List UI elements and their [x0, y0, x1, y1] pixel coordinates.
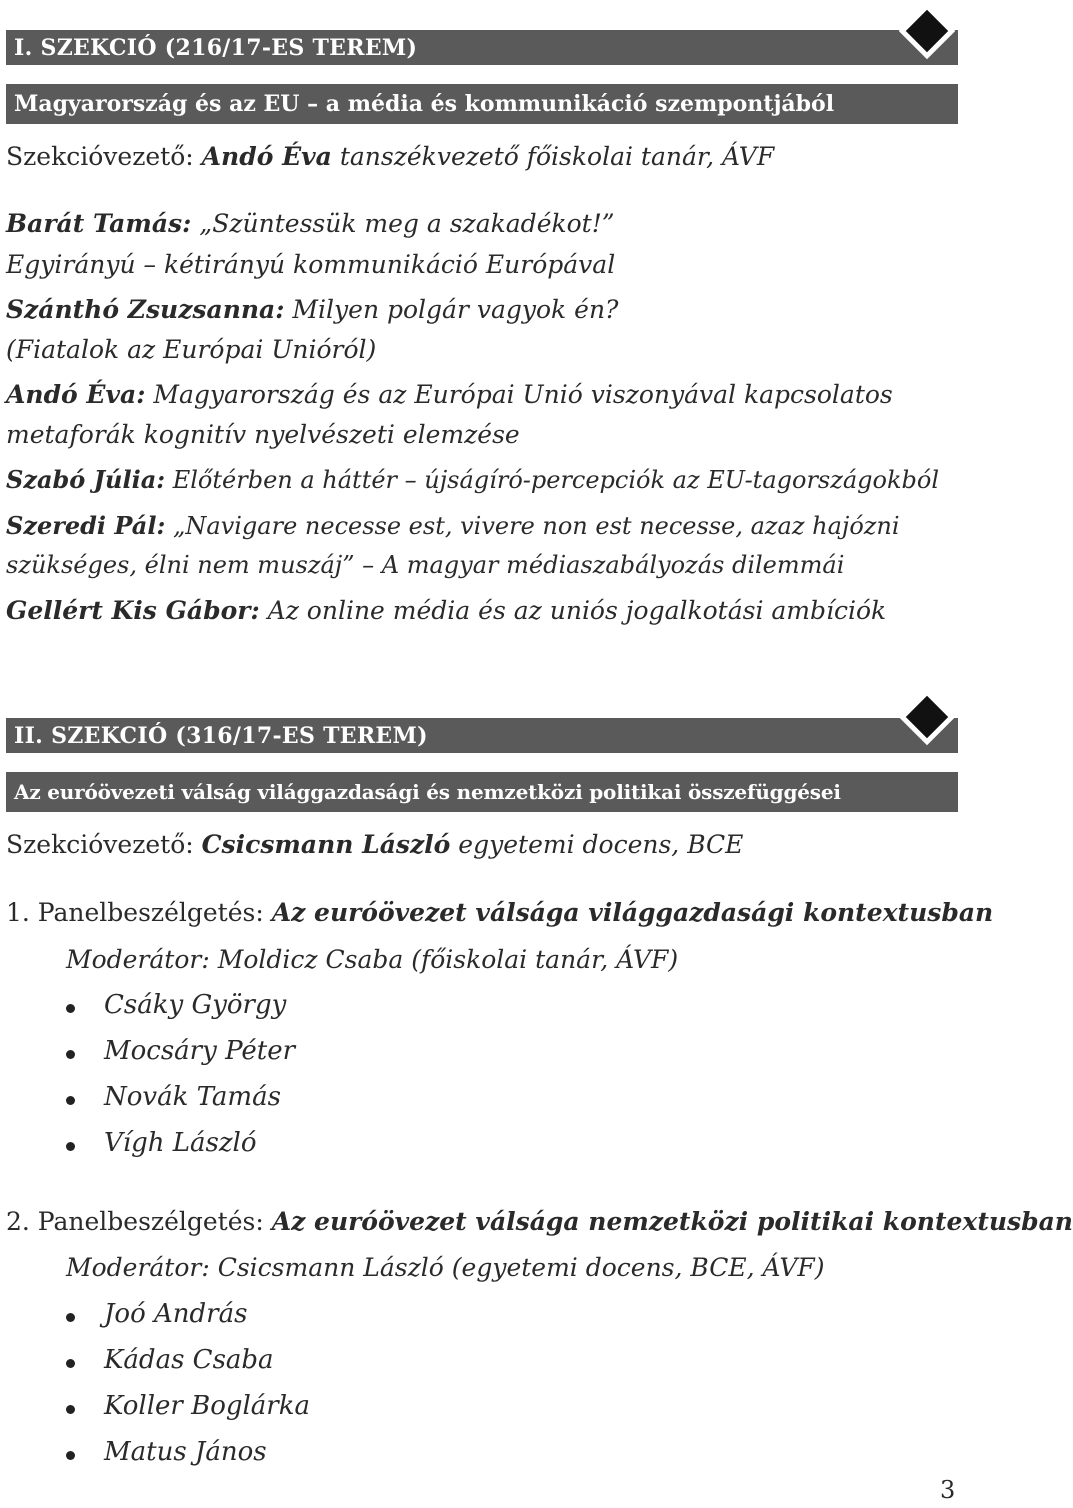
- talk-1: [6, 209, 615, 238]
- talk-2: [6, 295, 618, 324]
- leader-name: Andó Éva: [201, 142, 332, 171]
- talk-4: [6, 465, 939, 494]
- panel-label: 2. Panelbeszélgetés:: [6, 1207, 272, 1236]
- talk-title: „Navigare necesse est, vivere non est necesse, azaz hajózni: [165, 512, 900, 540]
- section1-title: Magyarország és az EU – a média és kommunikáció szempontjából: [6, 84, 958, 124]
- talk-title: Előtérben a háttér – újságíró-percepciók az EU-tagországokból: [165, 466, 940, 494]
- talk-speaker: Andó Éva:: [6, 380, 146, 409]
- talk-title: Magyarország és az Európai Unió viszonyával kapcsolatos: [145, 380, 893, 409]
- panel-member: Vígh László: [104, 1128, 257, 1158]
- talk-title: „Szüntessük meg a szakadékot!”: [191, 209, 615, 238]
- panel-member: Mocsáry Péter: [104, 1036, 296, 1066]
- talk-speaker: Szánthó Zsuzsanna:: [6, 295, 285, 324]
- bullet-icon: [66, 1451, 75, 1460]
- talk-5: [6, 511, 900, 540]
- section2-leader: [6, 830, 743, 859]
- bullet-icon: [66, 1050, 75, 1059]
- panel-1-moderator: Moderátor: Moldicz Csaba (főiskolai tanár, ÁVF): [66, 945, 679, 974]
- panel-member: Novák Tamás: [104, 1082, 281, 1112]
- talk-speaker: Szabó Júlia:: [6, 465, 166, 494]
- talk-2-line2: (Fiatalok az Európai Unióról): [6, 335, 377, 364]
- talk-1-line2: Egyirányú – kétirányú kommunikáció Európával: [6, 250, 616, 279]
- panel-member: Joó András: [104, 1299, 248, 1329]
- panel-title: Az euróövezet válsága nemzetközi politikai kontextusban: [271, 1207, 1073, 1236]
- leader-label: Szekcióvezető:: [6, 142, 202, 171]
- leader-role: tanszékvezető főiskolai tanár, ÁVF: [331, 142, 775, 171]
- talk-speaker: Gellért Kis Gábor:: [6, 596, 260, 625]
- talk-3-line2: metaforák kognitív nyelvészeti elemzése: [6, 420, 520, 449]
- panel-member: Csáky György: [104, 990, 287, 1020]
- talk-3: [6, 380, 893, 409]
- talk-5-line2: szükséges, élni nem muszáj” – A magyar médiaszabályozás dilemmái: [6, 551, 845, 579]
- bullet-icon: [66, 1359, 75, 1368]
- panel-member: Koller Boglárka: [104, 1391, 310, 1421]
- bullet-icon: [66, 1004, 75, 1013]
- panel-member: Matus János: [104, 1437, 267, 1467]
- panel-label: 1. Panelbeszélgetés:: [6, 898, 272, 927]
- talk-title: Az online média és az uniós jogalkotási ambíciók: [259, 596, 887, 625]
- bullet-icon: [66, 1096, 75, 1105]
- panel-title: Az euróövezet válsága világgazdasági kontextusban: [271, 898, 994, 927]
- leader-label: Szekcióvezető:: [6, 830, 202, 859]
- bullet-icon: [66, 1142, 75, 1151]
- panel-1-heading: [6, 898, 993, 927]
- bullet-icon: [66, 1405, 75, 1414]
- talk-title: Milyen polgár vagyok én?: [284, 295, 619, 324]
- panel-member: Kádas Csaba: [104, 1345, 274, 1375]
- talk-speaker: Barát Tamás:: [6, 209, 192, 238]
- talk-6: [6, 596, 886, 625]
- panel-2-heading: [6, 1207, 1073, 1236]
- page-number: 3: [940, 1476, 956, 1504]
- section1-leader: [6, 142, 774, 171]
- leader-name: Csicsmann László: [201, 830, 451, 859]
- panel-2-moderator: Moderátor: Csicsmann László (egyetemi docens, BCE, ÁVF): [66, 1253, 825, 1282]
- leader-role: egyetemi docens, BCE: [450, 830, 744, 859]
- bullet-icon: [66, 1313, 75, 1322]
- talk-speaker: Szeredi Pál:: [6, 511, 166, 540]
- section2-header: II. SZEKCIÓ (316/17-ES TEREM): [6, 718, 958, 753]
- section2-title: Az euróövezeti válság világgazdasági és nemzetközi politikai összefüggései: [6, 772, 958, 812]
- section1-header: I. SZEKCIÓ (216/17-ES TEREM): [6, 30, 958, 65]
